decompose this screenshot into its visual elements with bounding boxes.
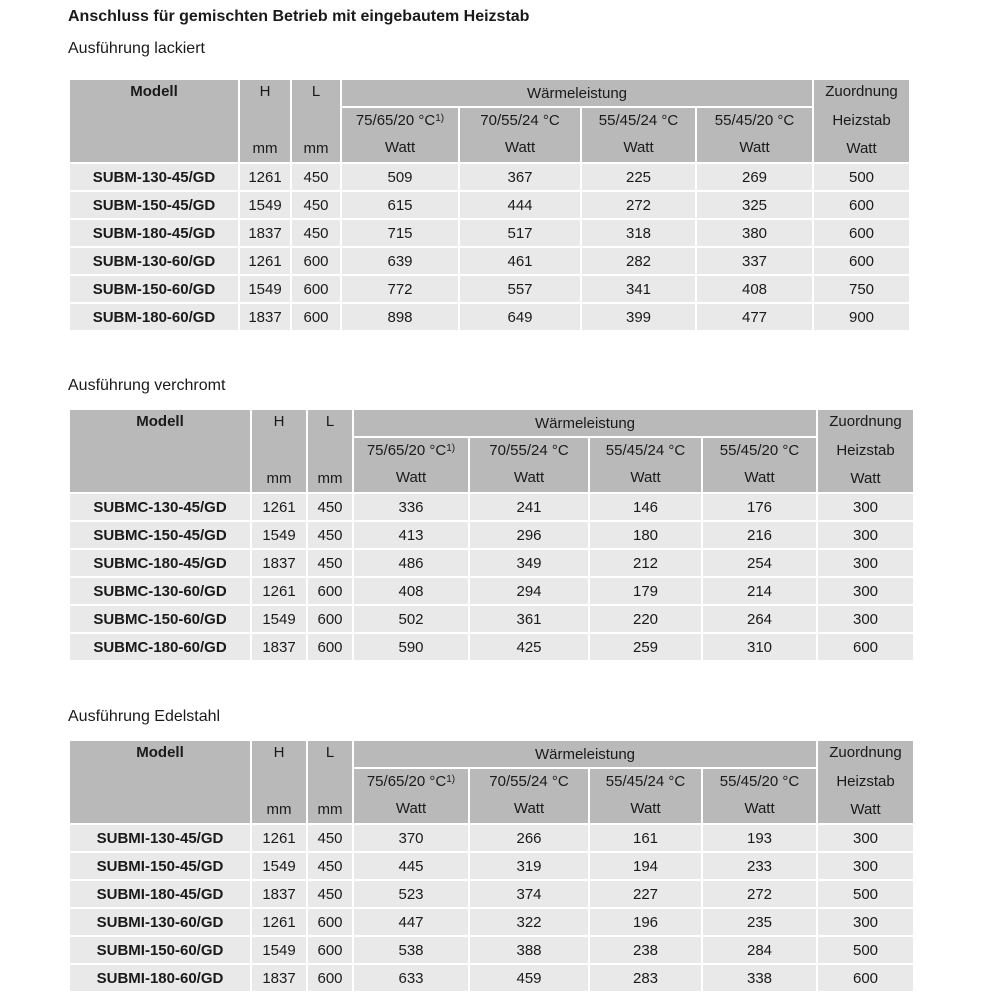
value-cell: 1837 bbox=[252, 881, 306, 907]
value-cell: 600 bbox=[308, 965, 352, 991]
value-cell: 194 bbox=[590, 853, 701, 879]
value-cell: 600 bbox=[308, 634, 352, 660]
value-cell: 272 bbox=[582, 192, 695, 218]
model-cell: SUBMI-180-60/GD bbox=[70, 965, 250, 991]
unit-watt: Watt bbox=[744, 469, 775, 486]
value-cell: 266 bbox=[470, 825, 588, 851]
value-cell: 750 bbox=[814, 276, 909, 302]
value-cell: 600 bbox=[818, 634, 913, 660]
value-cell: 233 bbox=[703, 853, 816, 879]
table-row bbox=[70, 634, 913, 660]
value-cell: 161 bbox=[590, 825, 701, 851]
model-cell: SUBMC-130-60/GD bbox=[70, 578, 250, 604]
table-row bbox=[70, 304, 909, 330]
column-group-waermeleistung: Wärmeleistung bbox=[342, 80, 812, 106]
value-cell: 235 bbox=[703, 909, 816, 935]
table-row bbox=[70, 909, 913, 935]
value-cell: 300 bbox=[818, 550, 913, 576]
value-cell: 300 bbox=[818, 909, 913, 935]
value-cell: 1549 bbox=[252, 606, 306, 632]
value-cell: 367 bbox=[460, 164, 580, 190]
model-cell: SUBMC-180-60/GD bbox=[70, 634, 250, 660]
value-cell: 269 bbox=[697, 164, 812, 190]
value-cell: 176 bbox=[703, 494, 816, 520]
unit-watt: Watt bbox=[739, 139, 770, 156]
value-cell: 196 bbox=[590, 909, 701, 935]
value-cell: 220 bbox=[590, 606, 701, 632]
column-header-l: L mm bbox=[292, 80, 340, 162]
section-title-lackiert: Ausführung lackiert bbox=[68, 40, 205, 57]
table-header bbox=[70, 741, 913, 823]
value-cell: 1837 bbox=[240, 304, 290, 330]
value-cell: 1837 bbox=[240, 220, 290, 246]
value-cell: 447 bbox=[354, 909, 468, 935]
unit-watt: Watt bbox=[513, 469, 545, 486]
table-row bbox=[70, 220, 909, 246]
value-cell: 600 bbox=[292, 304, 340, 330]
table-row bbox=[70, 578, 913, 604]
value-cell: 294 bbox=[470, 578, 588, 604]
value-cell: 318 bbox=[582, 220, 695, 246]
value-cell: 1837 bbox=[252, 965, 306, 991]
value-cell: 1261 bbox=[252, 578, 306, 604]
value-cell: 450 bbox=[308, 522, 352, 548]
value-cell: 898 bbox=[342, 304, 458, 330]
column-header-temp-75-65-20: 75/65/20 °C$^{1)}$ Watt bbox=[354, 769, 468, 823]
value-cell: 370 bbox=[354, 825, 468, 851]
model-cell: SUBMC-180-45/GD bbox=[70, 550, 250, 576]
value-cell: 325 bbox=[697, 192, 812, 218]
value-cell: 300 bbox=[818, 494, 913, 520]
value-cell: 600 bbox=[308, 578, 352, 604]
value-cell: 319 bbox=[470, 853, 588, 879]
table-row bbox=[70, 937, 913, 963]
value-cell: 450 bbox=[308, 853, 352, 879]
table-row bbox=[70, 881, 913, 907]
value-cell: 338 bbox=[703, 965, 816, 991]
model-cell: SUBMI-130-60/GD bbox=[70, 909, 250, 935]
value-cell: 1549 bbox=[252, 853, 306, 879]
model-cell: SUBMI-180-45/GD bbox=[70, 881, 250, 907]
value-cell: 450 bbox=[292, 192, 340, 218]
table-body bbox=[70, 825, 913, 991]
value-cell: 1549 bbox=[240, 192, 290, 218]
value-cell: 322 bbox=[470, 909, 588, 935]
value-cell: 374 bbox=[470, 881, 588, 907]
column-header-l: L mm bbox=[308, 741, 352, 823]
value-cell: 715 bbox=[342, 220, 458, 246]
model-cell: SUBMC-150-60/GD bbox=[70, 606, 250, 632]
value-cell: 1261 bbox=[240, 164, 290, 190]
unit-watt: Watt bbox=[395, 800, 427, 817]
unit-watt: Watt bbox=[630, 469, 661, 486]
section-title-verchromt: Ausführung verchromt bbox=[68, 377, 226, 394]
unit-mm: mm bbox=[266, 470, 292, 487]
column-header-temp-55-45-24: 55/45/24 °C Watt bbox=[590, 438, 701, 492]
value-cell: 1549 bbox=[240, 276, 290, 302]
column-header-h: H mm bbox=[252, 410, 306, 492]
column-header-modell: Modell bbox=[70, 80, 238, 162]
value-cell: 477 bbox=[697, 304, 812, 330]
value-cell: 254 bbox=[703, 550, 816, 576]
column-header-temp-55-45-24: 55/45/24 °C Watt bbox=[590, 769, 701, 823]
value-cell: 179 bbox=[590, 578, 701, 604]
column-header-temp-55-45-20: 55/45/20 °C Watt bbox=[697, 108, 812, 162]
value-cell: 486 bbox=[354, 550, 468, 576]
value-cell: 450 bbox=[292, 164, 340, 190]
model-cell: SUBM-130-45/GD bbox=[70, 164, 238, 190]
column-header-h: H mm bbox=[240, 80, 290, 162]
value-cell: 459 bbox=[470, 965, 588, 991]
value-cell: 212 bbox=[590, 550, 701, 576]
table-row bbox=[70, 550, 913, 576]
unit-watt: Watt bbox=[384, 139, 416, 156]
value-cell: 557 bbox=[460, 276, 580, 302]
value-cell: 639 bbox=[342, 248, 458, 274]
value-cell: 538 bbox=[354, 937, 468, 963]
value-cell: 590 bbox=[354, 634, 468, 660]
value-cell: 282 bbox=[582, 248, 695, 274]
model-cell: SUBMC-150-45/GD bbox=[70, 522, 250, 548]
table-row bbox=[70, 164, 909, 190]
value-cell: 264 bbox=[703, 606, 816, 632]
value-cell: 461 bbox=[460, 248, 580, 274]
value-cell: 1261 bbox=[252, 494, 306, 520]
table-header bbox=[70, 80, 909, 162]
column-header-zuordnung: Zuordnung Heizstab Watt bbox=[818, 410, 913, 492]
value-cell: 500 bbox=[818, 881, 913, 907]
value-cell: 193 bbox=[703, 825, 816, 851]
value-cell: 445 bbox=[354, 853, 468, 879]
value-cell: 388 bbox=[470, 937, 588, 963]
table-row bbox=[70, 965, 913, 991]
column-header-temp-70-55-24: 70/55/24 °C Watt bbox=[460, 108, 580, 162]
value-cell: 600 bbox=[292, 248, 340, 274]
value-cell: 450 bbox=[308, 550, 352, 576]
value-cell: 450 bbox=[292, 220, 340, 246]
column-header-temp-75-65-20: 75/65/20 °C$^{1)}$ Watt bbox=[354, 438, 468, 492]
model-cell: SUBM-150-45/GD bbox=[70, 192, 238, 218]
value-cell: 523 bbox=[354, 881, 468, 907]
value-cell: 336 bbox=[354, 494, 468, 520]
value-cell: 399 bbox=[582, 304, 695, 330]
column-header-temp-70-55-24: 70/55/24 °C Watt bbox=[470, 438, 588, 492]
page-title: Anschluss für gemischten Betrieb mit eingebautem Heizstab bbox=[68, 8, 530, 25]
value-cell: 600 bbox=[308, 937, 352, 963]
value-cell: 296 bbox=[470, 522, 588, 548]
table-row bbox=[70, 825, 913, 851]
table-row bbox=[70, 522, 913, 548]
value-cell: 1837 bbox=[252, 634, 306, 660]
unit-watt: Watt bbox=[630, 800, 661, 817]
column-header-zuordnung: Zuordnung Heizstab Watt bbox=[814, 80, 909, 162]
value-cell: 259 bbox=[590, 634, 701, 660]
value-cell: 300 bbox=[818, 522, 913, 548]
value-cell: 272 bbox=[703, 881, 816, 907]
value-cell: 600 bbox=[292, 276, 340, 302]
value-cell: 413 bbox=[354, 522, 468, 548]
unit-mm: mm bbox=[303, 140, 329, 157]
unit-watt: Watt bbox=[744, 800, 775, 817]
unit-watt: Watt bbox=[623, 139, 654, 156]
value-cell: 241 bbox=[470, 494, 588, 520]
value-cell: 600 bbox=[814, 220, 909, 246]
value-cell: 649 bbox=[460, 304, 580, 330]
model-cell: SUBM-180-45/GD bbox=[70, 220, 238, 246]
table-header bbox=[70, 410, 913, 492]
value-cell: 444 bbox=[460, 192, 580, 218]
column-header-l: L mm bbox=[308, 410, 352, 492]
table-row bbox=[70, 192, 909, 218]
value-cell: 517 bbox=[460, 220, 580, 246]
value-cell: 408 bbox=[354, 578, 468, 604]
value-cell: 227 bbox=[590, 881, 701, 907]
table-verchromt bbox=[68, 408, 915, 662]
unit-mm: mm bbox=[317, 801, 343, 818]
model-cell: SUBM-150-60/GD bbox=[70, 276, 238, 302]
column-group-waermeleistung: Wärmeleistung bbox=[354, 741, 816, 767]
column-header-zuordnung: Zuordnung Heizstab Watt bbox=[818, 741, 913, 823]
value-cell: 502 bbox=[354, 606, 468, 632]
value-cell: 146 bbox=[590, 494, 701, 520]
value-cell: 450 bbox=[308, 825, 352, 851]
value-cell: 300 bbox=[818, 825, 913, 851]
column-header-modell: Modell bbox=[70, 741, 250, 823]
table-edelstahl bbox=[68, 739, 915, 993]
unit-watt: Watt bbox=[395, 469, 427, 486]
column-header-temp-55-45-20: 55/45/20 °C Watt bbox=[703, 769, 816, 823]
value-cell: 216 bbox=[703, 522, 816, 548]
value-cell: 600 bbox=[814, 248, 909, 274]
table-lackiert bbox=[68, 78, 911, 332]
value-cell: 214 bbox=[703, 578, 816, 604]
value-cell: 509 bbox=[342, 164, 458, 190]
unit-mm: mm bbox=[317, 470, 343, 487]
table-row bbox=[70, 276, 909, 302]
model-cell: SUBMI-150-45/GD bbox=[70, 853, 250, 879]
value-cell: 600 bbox=[818, 965, 913, 991]
value-cell: 283 bbox=[590, 965, 701, 991]
footnote-marker: 1) bbox=[435, 113, 445, 124]
value-cell: 1549 bbox=[252, 937, 306, 963]
value-cell: 361 bbox=[470, 606, 588, 632]
value-cell: 300 bbox=[818, 853, 913, 879]
value-cell: 1549 bbox=[252, 522, 306, 548]
value-cell: 300 bbox=[818, 578, 913, 604]
column-header-temp-70-55-24: 70/55/24 °C Watt bbox=[470, 769, 588, 823]
column-header-temp-75-65-20: 75/65/20 °C$^{1)}$ Watt bbox=[342, 108, 458, 162]
section-title-edelstahl: Ausführung Edelstahl bbox=[68, 708, 221, 725]
value-cell: 284 bbox=[703, 937, 816, 963]
value-cell: 300 bbox=[818, 606, 913, 632]
value-cell: 1261 bbox=[252, 909, 306, 935]
value-cell: 425 bbox=[470, 634, 588, 660]
table-body bbox=[70, 494, 913, 660]
value-cell: 349 bbox=[470, 550, 588, 576]
value-cell: 238 bbox=[590, 937, 701, 963]
unit-mm: mm bbox=[266, 801, 292, 818]
model-cell: SUBMI-130-45/GD bbox=[70, 825, 250, 851]
value-cell: 500 bbox=[814, 164, 909, 190]
column-header-temp-55-45-20: 55/45/20 °C Watt bbox=[703, 438, 816, 492]
value-cell: 337 bbox=[697, 248, 812, 274]
value-cell: 310 bbox=[703, 634, 816, 660]
value-cell: 180 bbox=[590, 522, 701, 548]
unit-watt: Watt bbox=[513, 800, 545, 817]
value-cell: 600 bbox=[308, 909, 352, 935]
table-row bbox=[70, 494, 913, 520]
value-cell: 772 bbox=[342, 276, 458, 302]
column-header-temp-55-45-24: 55/45/24 °C Watt bbox=[582, 108, 695, 162]
table-row bbox=[70, 248, 909, 274]
value-cell: 450 bbox=[308, 494, 352, 520]
value-cell: 1261 bbox=[240, 248, 290, 274]
table-row bbox=[70, 853, 913, 879]
model-cell: SUBMI-150-60/GD bbox=[70, 937, 250, 963]
model-cell: SUBMC-130-45/GD bbox=[70, 494, 250, 520]
value-cell: 615 bbox=[342, 192, 458, 218]
unit-mm: mm bbox=[252, 140, 278, 157]
footnote-marker: 1) bbox=[446, 443, 456, 454]
value-cell: 600 bbox=[308, 606, 352, 632]
footnote-marker: 1) bbox=[446, 774, 456, 785]
value-cell: 1837 bbox=[252, 550, 306, 576]
table-body bbox=[70, 164, 909, 330]
model-cell: SUBM-130-60/GD bbox=[70, 248, 238, 274]
value-cell: 500 bbox=[818, 937, 913, 963]
value-cell: 225 bbox=[582, 164, 695, 190]
value-cell: 633 bbox=[354, 965, 468, 991]
column-group-waermeleistung: Wärmeleistung bbox=[354, 410, 816, 436]
value-cell: 408 bbox=[697, 276, 812, 302]
value-cell: 600 bbox=[814, 192, 909, 218]
value-cell: 380 bbox=[697, 220, 812, 246]
column-header-h: H mm bbox=[252, 741, 306, 823]
table-row bbox=[70, 606, 913, 632]
value-cell: 1261 bbox=[252, 825, 306, 851]
unit-watt: Watt bbox=[504, 139, 536, 156]
value-cell: 900 bbox=[814, 304, 909, 330]
model-cell: SUBM-180-60/GD bbox=[70, 304, 238, 330]
value-cell: 450 bbox=[308, 881, 352, 907]
column-header-modell: Modell bbox=[70, 410, 250, 492]
value-cell: 341 bbox=[582, 276, 695, 302]
